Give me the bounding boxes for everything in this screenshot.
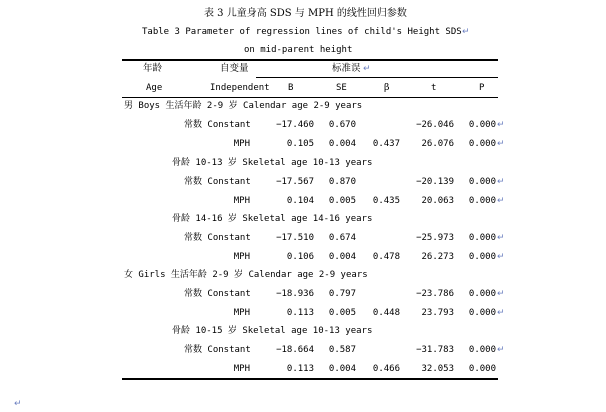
paragraph-mark: ↵ [497, 177, 505, 187]
cell-t: 26.273 [421, 252, 454, 262]
paragraph-mark: ↵ [497, 196, 505, 206]
cell-se: 0.004 [328, 139, 356, 149]
header-age-en: Age [146, 83, 163, 93]
cell-b: −17.460 [276, 120, 314, 130]
paragraph-mark: ↵ [497, 139, 505, 149]
cell-p: 0.000 [468, 139, 496, 149]
cell-se: 0.674 [328, 233, 356, 243]
cell-se: 0.587 [328, 345, 356, 355]
row-name: MPH [233, 364, 250, 374]
cell-t: −26.046 [416, 120, 454, 130]
cell-t: 20.063 [421, 196, 454, 206]
table-top-rule [122, 59, 498, 61]
cell-se: 0.797 [328, 289, 356, 299]
table-bottom-rule [122, 378, 498, 380]
row-name: 常数 Constant [184, 120, 251, 130]
cell-b: 0.105 [286, 139, 314, 149]
cell-p: 0.000 [468, 120, 496, 130]
header-se: SE [336, 83, 347, 93]
header-t: t [431, 83, 437, 93]
paragraph-mark: ↵ [462, 27, 470, 37]
row-name: 常数 Constant [184, 233, 251, 243]
cell-se: 0.004 [328, 364, 356, 374]
cell-b: −18.664 [276, 345, 314, 355]
row-name: MPH [233, 196, 250, 206]
cell-p: 0.000 [468, 345, 496, 355]
cell-p: 0.000 [468, 196, 496, 206]
cell-beta: 0.448 [372, 308, 400, 318]
group-label: 骨龄 10-15 岁 Skeletal age 10-13 years [172, 326, 373, 336]
group-label: 骨龄 14-16 岁 Skeletal age 14-16 years [172, 214, 373, 224]
paragraph-mark: ↵ [497, 120, 505, 130]
cell-se: 0.870 [328, 177, 356, 187]
cell-t: −20.139 [416, 177, 454, 187]
row-name: 常数 Constant [184, 289, 251, 299]
paragraph-mark: ↵ [497, 252, 505, 262]
paragraph-mark: ↵ [497, 345, 505, 355]
se-subheader-rule [256, 77, 498, 78]
group-label: 骨龄 10-13 岁 Skeletal age 10-13 years [172, 158, 373, 168]
cell-b: 0.113 [286, 364, 314, 374]
cell-beta: 0.435 [372, 196, 400, 206]
paragraph-mark: ↵ [14, 399, 22, 409]
cell-b: −17.567 [276, 177, 314, 187]
row-name: MPH [233, 252, 250, 262]
header-age-cn: 年龄 [143, 63, 163, 74]
cell-se: 0.005 [328, 308, 356, 318]
table-title-en-line2: on mid-parent height [244, 45, 353, 55]
cell-t: 32.053 [421, 364, 454, 374]
paragraph-mark: ↵ [497, 289, 505, 299]
header-independent-en: Independent [210, 83, 270, 93]
group-label: 男 Boys 生活年龄 2-9 岁 Calendar age 2-9 years [124, 101, 363, 111]
row-name: 常数 Constant [184, 345, 251, 355]
cell-p: 0.000 [468, 233, 496, 243]
header-b: B [288, 83, 294, 93]
cell-p: 0.000 [468, 364, 496, 374]
cell-se: 0.004 [328, 252, 356, 262]
header-bottom-rule [122, 97, 498, 98]
row-name: MPH [233, 308, 250, 318]
header-se-cn: 标准误 [332, 63, 361, 74]
paragraph-mark: ↵ [363, 64, 371, 74]
cell-t: −31.783 [416, 345, 454, 355]
cell-beta: 0.437 [372, 139, 400, 149]
header-beta: β [384, 82, 390, 93]
cell-t: 23.793 [421, 308, 454, 318]
cell-beta: 0.466 [372, 364, 400, 374]
header-independent-cn: 自变量 [220, 63, 249, 74]
table-title-cn: 表 3 儿童身高 SDS 与 MPH 的线性回归参数 [204, 8, 407, 19]
row-name: MPH [233, 139, 250, 149]
cell-b: −17.510 [276, 233, 314, 243]
cell-b: 0.113 [286, 308, 314, 318]
cell-b: 0.104 [286, 196, 314, 206]
cell-b: −18.936 [276, 289, 314, 299]
cell-se: 0.670 [328, 120, 356, 130]
cell-p: 0.000 [468, 308, 496, 318]
cell-p: 0.000 [468, 252, 496, 262]
cell-t: 26.076 [421, 139, 454, 149]
cell-p: 0.000 [468, 289, 496, 299]
paragraph-mark: ↵ [497, 308, 505, 318]
paragraph-mark: ↵ [497, 233, 505, 243]
cell-t: −25.973 [416, 233, 454, 243]
row-name: 常数 Constant [184, 177, 251, 187]
cell-se: 0.005 [328, 196, 356, 206]
group-label: 女 Girls 生活年龄 2-9 岁 Calendar age 2-9 years [124, 270, 368, 280]
cell-p: 0.000 [468, 177, 496, 187]
cell-b: 0.106 [286, 252, 314, 262]
table-title-en-line1: Table 3 Parameter of regression lines of child's Height SDS [142, 27, 462, 37]
cell-beta: 0.478 [372, 252, 400, 262]
header-p: P [479, 83, 485, 93]
cell-t: −23.786 [416, 289, 454, 299]
